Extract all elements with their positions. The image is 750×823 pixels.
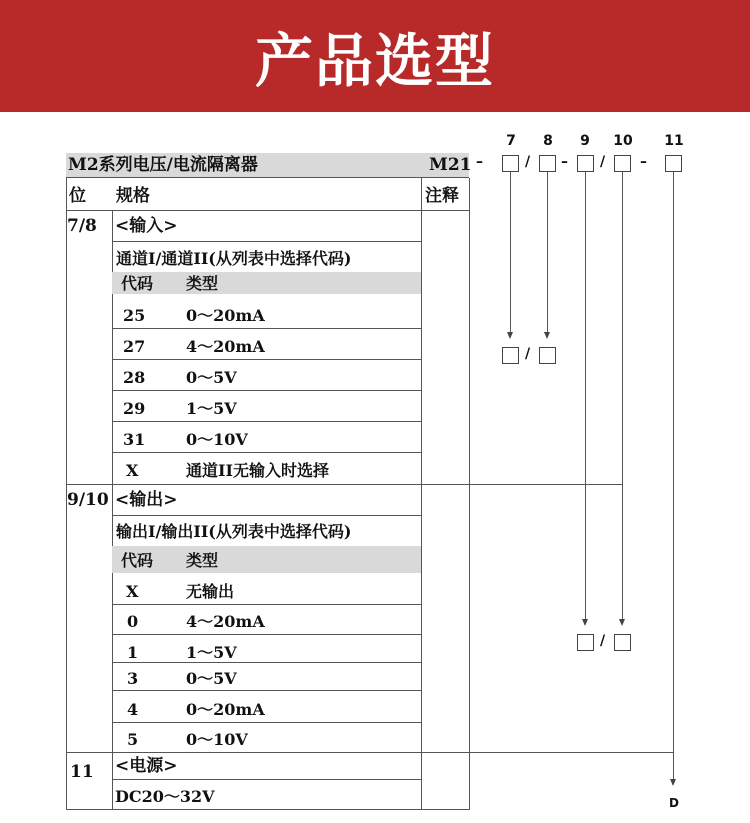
connector-line-8 [547, 172, 548, 332]
slash-separator: / [600, 633, 606, 649]
slash-separator: / [525, 346, 531, 362]
output-code: 5 [127, 730, 139, 749]
section-divider [66, 752, 674, 753]
input-type: 通道II无输入时选择 [186, 461, 329, 480]
slash-separator: / [600, 154, 606, 170]
connector-line-9 [585, 172, 586, 619]
column-header-spec: 规格 [116, 186, 150, 206]
connector-line-11 [673, 172, 674, 779]
input-title: <输入> [115, 216, 178, 236]
result-box-9 [577, 634, 594, 651]
code-box-11 [665, 155, 682, 172]
input-position: 7/8 [67, 216, 97, 236]
input-code: 25 [123, 306, 146, 325]
output-position: 9/10 [67, 490, 109, 510]
input-code: 28 [123, 368, 146, 387]
dash-separator: – [476, 154, 483, 170]
table-line [112, 359, 421, 360]
digit-label-7: 7 [506, 133, 516, 149]
dash-separator: – [640, 154, 647, 170]
table-line [112, 662, 421, 663]
code-box-7 [502, 155, 519, 172]
input-code-header-background [112, 272, 421, 294]
input-code: 29 [123, 399, 146, 418]
page-title: 产品选型 [254, 27, 495, 95]
column-header-note: 注释 [425, 186, 459, 206]
model-prefix: M21 [429, 155, 472, 175]
connector-line-10 [622, 172, 623, 619]
table-line [112, 515, 421, 516]
output-code: 0 [127, 612, 139, 631]
table-border-right [469, 178, 470, 810]
table-line [112, 779, 421, 780]
table-line [112, 390, 421, 391]
output-type: 4～20mA [186, 612, 265, 631]
digit-label-11: 11 [664, 133, 684, 149]
output-subtitle: 输出I/输出II(从列表中选择代码) [116, 522, 352, 541]
table-line [112, 241, 421, 242]
digit-label-9: 9 [580, 133, 590, 149]
title-banner [0, 0, 750, 112]
table-line [66, 177, 469, 178]
table-line [112, 452, 421, 453]
output-title: <输出> [115, 490, 178, 510]
code-box-9 [577, 155, 594, 172]
output-code: 1 [127, 643, 139, 662]
output-code: 3 [127, 669, 139, 688]
output-type: 1～5V [186, 643, 237, 662]
input-type: 4～20mA [186, 337, 265, 356]
table-line [112, 328, 421, 329]
output-type: 0～10V [186, 730, 248, 749]
section-divider [66, 484, 623, 485]
input-type: 0～10V [186, 430, 248, 449]
connector-line-7 [510, 172, 511, 332]
output-type: 0～20mA [186, 700, 265, 719]
output-col-type: 类型 [186, 551, 219, 570]
output-col-code: 代码 [121, 551, 154, 570]
code-box-8 [539, 155, 556, 172]
input-code: 27 [123, 337, 146, 356]
series-title: M2系列电压/电流隔离器 [68, 155, 258, 175]
table-line [112, 421, 421, 422]
table-line [112, 722, 421, 723]
input-type: 1～5V [186, 399, 237, 418]
power-position: 11 [70, 762, 94, 782]
input-code: X [126, 461, 139, 480]
table-line [66, 210, 470, 211]
input-type: 0～5V [186, 368, 237, 387]
table-column-divider [421, 178, 422, 810]
output-type: 无输出 [186, 582, 235, 601]
code-box-10 [614, 155, 631, 172]
slash-separator: / [525, 154, 531, 170]
table-line [112, 634, 421, 635]
output-code-header-background [112, 546, 421, 573]
result-box-10 [614, 634, 631, 651]
result-box-7 [502, 347, 519, 364]
digit-label-8: 8 [543, 133, 553, 149]
result-box-8 [539, 347, 556, 364]
table-border-bottom [66, 809, 470, 810]
input-type: 0～20mA [186, 306, 265, 325]
arrow-down-icon [670, 779, 676, 786]
arrow-down-icon [544, 332, 550, 339]
input-col-code: 代码 [121, 274, 154, 293]
output-code: 4 [127, 700, 139, 719]
arrow-down-icon [582, 619, 588, 626]
input-code: 31 [123, 430, 146, 449]
table-line [112, 690, 421, 691]
column-header-position: 位 [69, 186, 86, 206]
dash-separator: – [561, 154, 568, 170]
table-line [112, 604, 421, 605]
output-code: X [126, 582, 139, 601]
power-title: <电源> [115, 756, 178, 776]
result-code-11: D [669, 796, 679, 810]
digit-label-10: 10 [613, 133, 633, 149]
power-value: DC20～32V [115, 787, 215, 806]
table-column-divider [112, 210, 113, 810]
output-type: 0～5V [186, 669, 237, 688]
arrow-down-icon [507, 332, 513, 339]
arrow-down-icon [619, 619, 625, 626]
input-col-type: 类型 [186, 274, 219, 293]
input-subtitle: 通道I/通道II(从列表中选择代码) [116, 249, 352, 268]
